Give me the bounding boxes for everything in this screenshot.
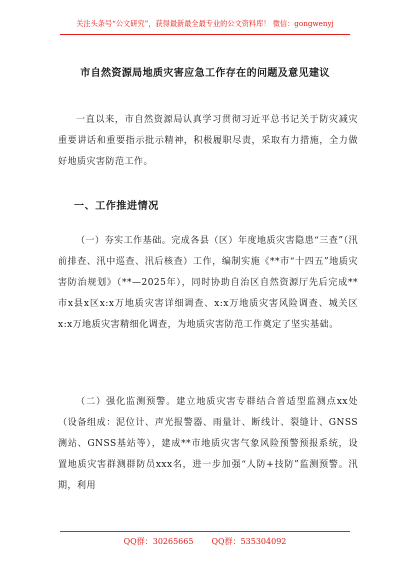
section-heading-work-progress: 一、工作推进情况: [74, 201, 159, 212]
document-title: 市自然资源局地质灾害应急工作存在的问题及意见建议: [80, 68, 330, 79]
footer-qq-group-2: QQ群：535304092: [211, 537, 287, 546]
paragraph-foundation: （一）夯实工作基础。完成各县（区）年度地质灾害隐患“三查”（汛前排查、汛中巡查、汛后核查）工作，编制实施《**市“十四五”地质灾害防治规划》（**—2025年），同时协助自治区自然资源厅先后完成**市x县x区x:x万地质灾害详细调查、x:x万地质灾害风险调查、城关区x:x万地质灾害精细化调查，为地质灾害防范工作奠定了坚实基础。: [58, 236, 358, 330]
footer-divider: [60, 531, 350, 532]
footer: [60, 536, 350, 547]
header-banner: 关注头条号“公文研究”，获得最新最全最专业的公文资料库！ 微信：gongwenyj: [76, 19, 334, 28]
intro-paragraph: 一直以来，市自然资源局认真学习贯彻习近平总书记关于防灾减灾重要讲话和重要指示批示精神，积极履职尽责，采取有力措施，全力做好地质灾害防范工作。: [58, 115, 358, 167]
footer-qq-group-1: QQ群：30265665: [123, 537, 194, 546]
paragraph-monitoring: （二）强化监测预警。建立地质灾害专群结合普适型监测点xx处（设备组成：泥位计、声光报警器、雨量计、断线计、裂缝计、GNSS测站、GNSS基站等），建成**市地质灾害气象风险预警预报系统，设置地质灾害群测群防员xxx名，进一步加强“人防+技防”监测预警。汛期，利用: [58, 397, 358, 491]
header-divider: [60, 34, 350, 35]
